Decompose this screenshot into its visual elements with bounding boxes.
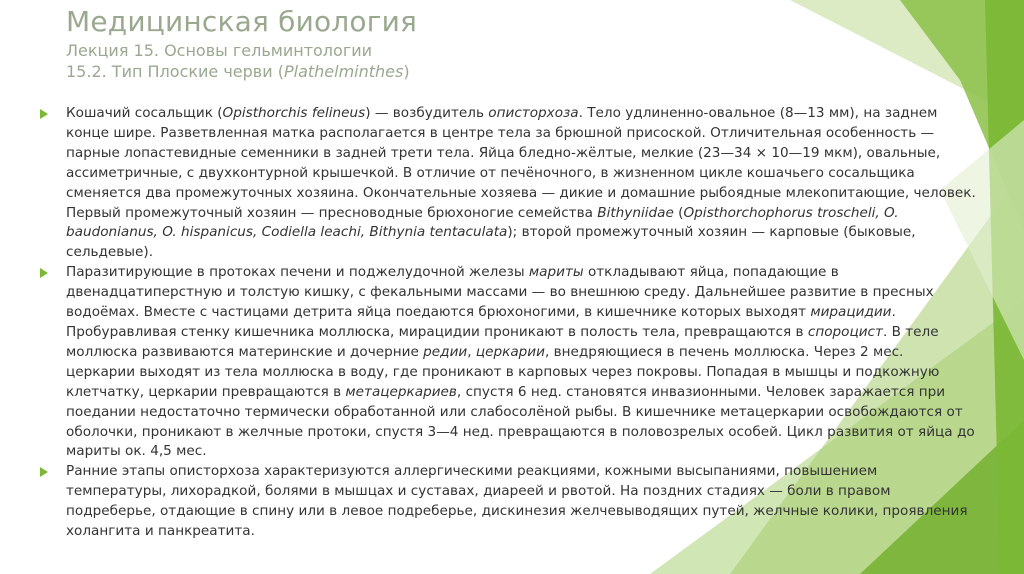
italic-term: мариты [528,264,584,281]
text-run: откладывают яйца, попадающие в двенадцатиперстную и толстую кишку, с фекальными массами — во внешнюю среду. Дальнейшее развитие в пресных водоёмах. Вместе с частицами детрита яйца поедаются брюхоногими, в кишечнике которых выходят [66,264,934,321]
bullet-paragraph [40,462,976,542]
text-run: . Пробуравливая стенку кишечника моллюска, мирацидии проникают в полость тела, превращаются в [66,304,896,340]
section-subtitle-suffix: ) [403,62,410,81]
bullet-paragraph [40,263,976,462]
section-subtitle-prefix: 15.2. Тип Плоские черви ( [66,62,284,81]
arrow-bullet-icon [40,109,48,119]
text-run: Кошачий сосальщик ( [66,105,223,121]
italic-term: церкарии [475,343,545,360]
text-run: , [467,343,476,360]
text-run: , внедряющиеся в печень моллюска. Через 2 мес. церкарии выходят из тела моллюска в воду, где проникают в карповых через покровы. Попадая в мышцы и подкожную клетчатку, церкарии превращаются в [66,343,940,400]
arrow-bullet-icon [40,268,48,278]
section-subtitle [66,61,826,82]
italic-term: редии [423,343,468,360]
text-run: ) — возбудитель [365,105,489,121]
slide-title: Медицинская биология [66,5,418,38]
text-run: Паразитирующие в протоках печени и поджелудочной железы [66,264,529,281]
italic-term: спороцист [807,323,883,340]
bullet-text [66,264,975,459]
bullet-paragraph [40,104,976,263]
text-run: Ранние этапы описторхоза характеризуются аллергическими реакциями, кожными высыпаниями, повышением температуры, лихорадкой, болями в мышцах и суставах, диареей и рвотой. На поздних стадиях — боли в правом подреберье, отдающие в спину или в левое подреберье, дискинезия желчевыводящих путей, желчные колики, проявления холангита и панкреатита. [66,463,968,540]
arrow-bullet-icon [40,467,48,477]
text-run: . В теле моллюска развиваются материнские и дочерние [66,323,939,360]
bullet-text [66,463,968,539]
text-run: , спустя 6 нед. становятся инвазионными. Человек заражается при поедании недостаточно термически обработанной или слабосолёной рыбы. В кишечнике метацеркарии освобождаются от оболочки, проникают в желчные протоки, спустя 3—4 нед. превращаются в половозрелых особей. Цикл развития от яйца до мариты ок. 4,5 мес. [66,383,975,460]
section-subtitle-latin: Plathelminthes [283,62,404,81]
text-run: ( [673,204,684,221]
slide-title-block [66,4,826,82]
slide-body [40,104,976,542]
italic-term: Opisthorchophorus troscheli, O. baudonianus, O. hispanicus, Codiella leachi, Bithynia tentaculata [66,204,899,241]
italic-term: Bithyniidae [597,204,674,221]
lecture-subtitle: Лекция 15. Основы гельминтологии [66,41,373,60]
text-run: . Тело удлиненно-овальное (8—13 мм), на заднем конце шире. Разветвленная матка располагается в центре тела за брюшной присоской. Отличительная особенность — парные лопастевидные семенники в задней трети тела. Яйца бледно-жёлтые, мелкие (23—34 × 10—19 мкм), овальные, ассиметричные, с двухконтурной крышечкой. В отличие от печёночного, в жизненном цикле кошачьего сосальщика сменяется два промежуточных хозяина. Окончательные хозяева — дикие и домашние рыбоядные млекопитающие, человек. Первый промежуточный хозяин — пресноводные брюхоногие семейства [66,105,976,221]
italic-term: описторхоза [488,105,579,121]
bullet-text [66,105,976,260]
italic-term: мирацидии [810,304,892,321]
italic-term: метацеркариев [345,383,457,400]
text-run: ); второй промежуточный хозяин — карповые (быковые, сельдевые). [66,224,916,261]
italic-term: Opisthorchis felineus [222,105,366,121]
